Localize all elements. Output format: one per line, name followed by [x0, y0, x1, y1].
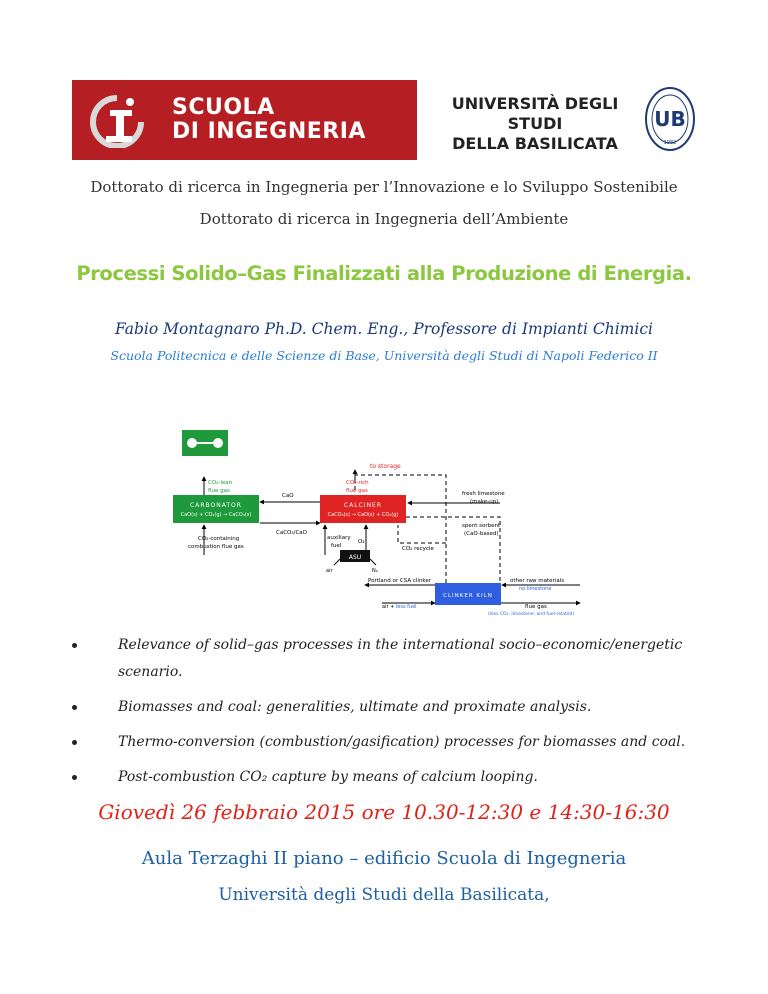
storage-dashed-line [355, 475, 446, 595]
no-limestone-label: no limestone [519, 586, 552, 592]
air-less-fuel-label: air + less fuel [382, 604, 417, 610]
carbonator-box [173, 495, 259, 523]
asu-label: ASU [348, 554, 362, 561]
list-item: Post-combustion CO₂ capture by means of calcium looping. [70, 764, 700, 791]
calciner-box [320, 495, 406, 523]
clinker-kiln-label: CLINKER KILN [443, 593, 493, 599]
list-item: Biomasses and coal: generalities, ultimate and proximate analysis. [70, 694, 700, 721]
cao-label: CaO [282, 493, 294, 499]
o2-label: O₂ [358, 539, 365, 545]
diagram-logo-icon [182, 430, 228, 456]
seminar-title: Processi Solido–Gas Finalizzati alla Produzione di Energia. [76, 262, 692, 285]
calciner-equation: CaCO₃(s) → CaO(s) + CO₂(g) [327, 512, 399, 518]
n2-label: N₂ [372, 568, 378, 574]
svg-text:UB: UB [654, 107, 686, 131]
kiln-flue-gas-label: flue gas [525, 604, 547, 610]
kiln-flue-note: (less CO₂: limestone- and fuel-related) [488, 612, 575, 617]
event-university: Università degli Studi della Basilicata, [218, 885, 550, 905]
bullet-icon [72, 740, 77, 745]
school-name: SCUOLA DI INGEGNERIA [172, 95, 366, 144]
combustion-flue-gas-label: combustion flue gas [188, 544, 244, 550]
n2-out-line [370, 559, 376, 565]
calcium-looping-diagram [170, 425, 600, 625]
co2-rich-label: CO₂-rich [346, 480, 369, 486]
topics-list [70, 632, 700, 799]
bullet-icon [72, 643, 77, 648]
speaker-name: Fabio Montagnaro Ph.D. Chem. Eng., Professore di Impianti Chimici [115, 320, 653, 338]
speaker-affiliation: Scuola Politecnica e delle Scienze di Base, Università degli Studi di Napoli Federico II [110, 348, 658, 363]
event-venue: Aula Terzaghi II piano – edificio Scuola di Ingegneria [141, 848, 627, 869]
co2-containing-label: CO₂-containing [198, 536, 240, 542]
program-line-2: Dottorato di ricerca in Ingegneria dell’Ambiente [199, 210, 569, 228]
university-seal-icon [644, 86, 696, 152]
fresh-limestone-label: fresh limestone [462, 491, 505, 497]
event-date: Giovedì 26 febbraio 2015 ore 10.30-12:30 e 14:30-16:30 [98, 800, 670, 824]
auxiliary-label: auxiliary [327, 535, 351, 541]
cao-based-label: (CaO-based) [464, 531, 499, 537]
caco3-cao-label: CaCO₃/CaO [276, 530, 307, 536]
bullet-icon [72, 775, 77, 780]
carbonator-label: CARBONATOR [190, 502, 242, 509]
list-item: Thermo-conversion (combustion/gasification) processes for biomasses and coal. [70, 729, 700, 756]
spent-sorbent-label: spent sorbent [462, 523, 501, 529]
university-name: UNIVERSITÀ DEGLI STUDI DELLA BASILICATA [451, 94, 619, 153]
header-banner [72, 80, 696, 160]
program-line-1: Dottorato di ricerca in Ingegneria per l’Innovazione e lo Sviluppo Sostenibile [90, 178, 678, 196]
bullet-icon [72, 705, 77, 710]
school-logo-panel [72, 80, 417, 160]
to-storage-label: to storage [370, 463, 401, 470]
air-label: air [326, 568, 333, 574]
portland-label: Portland or CSA clinker [368, 578, 432, 584]
carbonator-equation: CaO(s) + CO₂(g) → CaCO₃(s) [180, 512, 252, 518]
co2-recycle-label: CO₂ recycle [402, 546, 434, 552]
make-up-label: (make-up) [470, 499, 499, 505]
flue-gas-rich-label: flue gas [346, 488, 368, 494]
fuel-label: fuel [331, 543, 342, 549]
co2-lean-label: CO₂-lean [208, 480, 233, 486]
list-item: Relevance of solid–gas processes in the international socio–economic/energetic scenario. [70, 632, 700, 686]
other-raw-materials-label: other raw materials [510, 578, 565, 584]
flue-gas-lean-label: flue gas [208, 488, 230, 494]
air-in-line [334, 559, 340, 565]
calciner-label: CALCINER [343, 502, 383, 509]
co2-recycle-line [398, 525, 446, 543]
school-logo-icon [86, 92, 148, 148]
svg-text:1982: 1982 [663, 140, 677, 146]
